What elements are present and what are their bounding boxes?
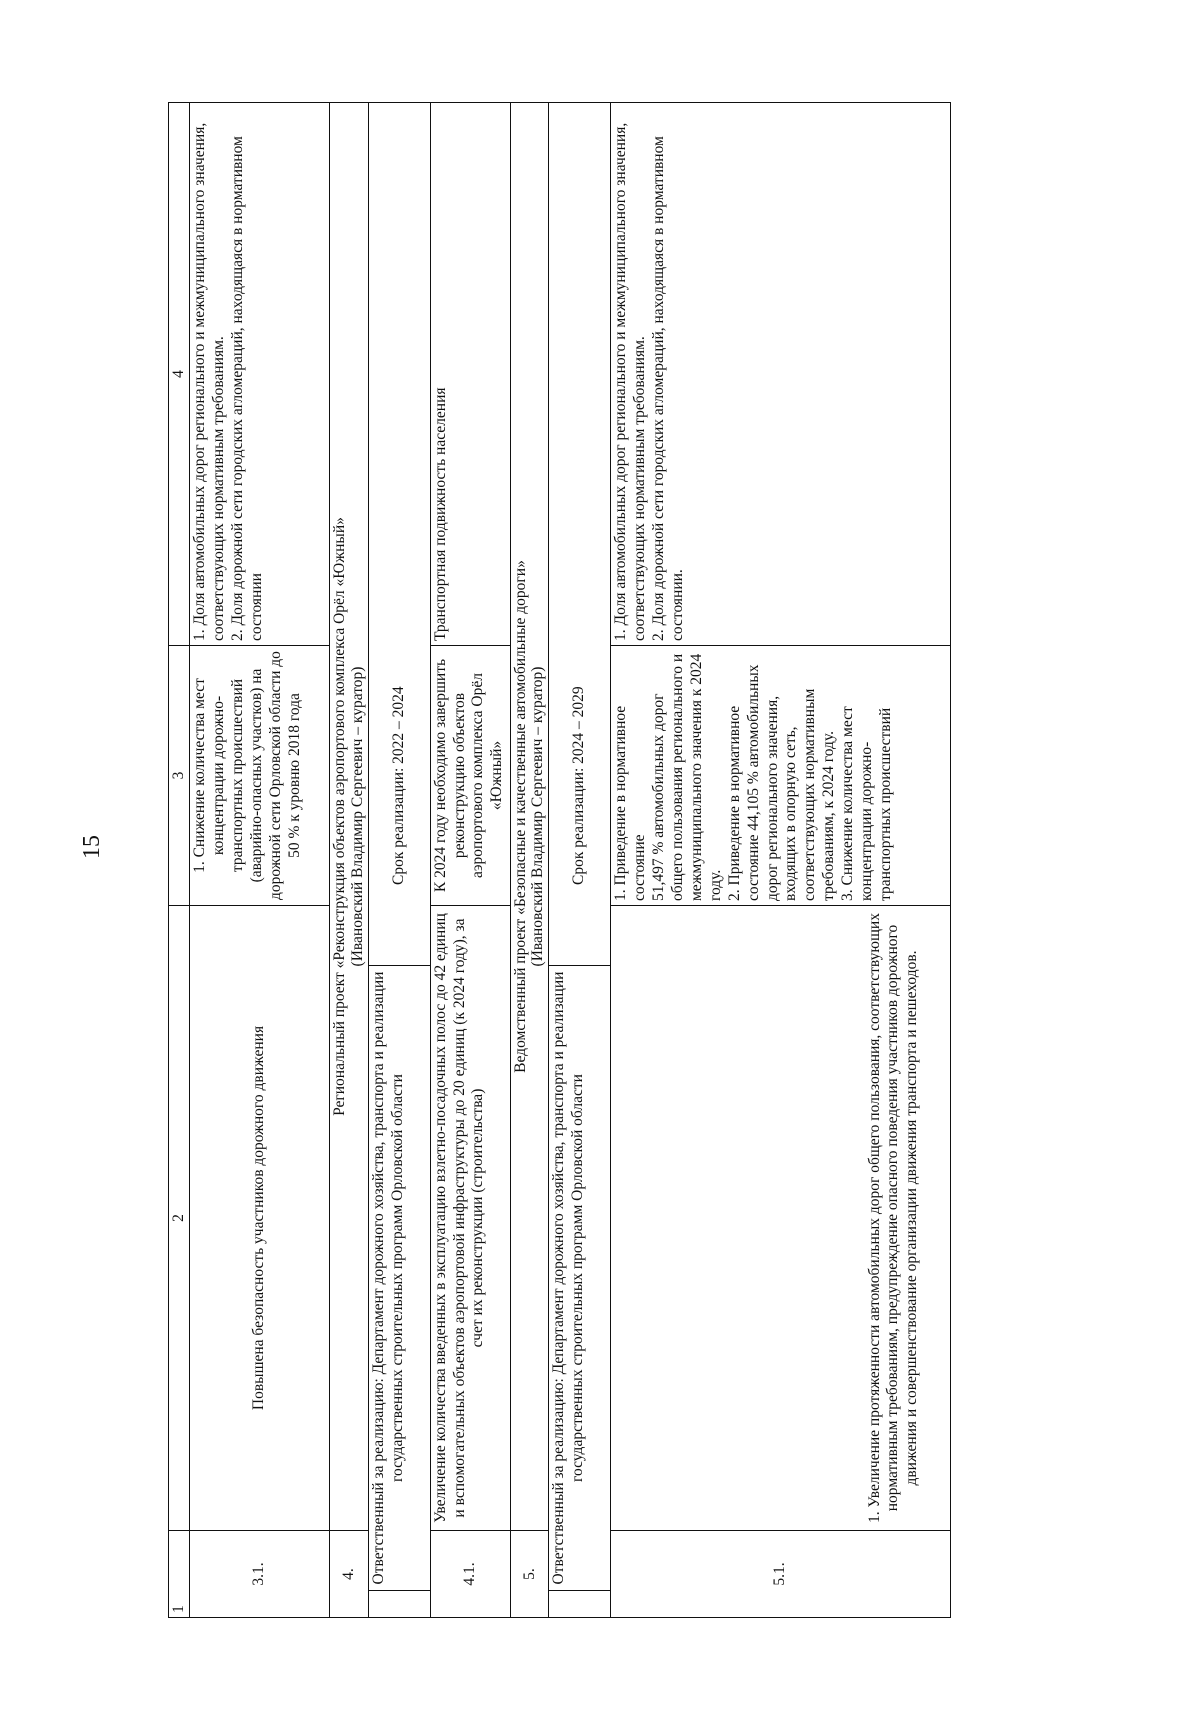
table-row-3-1: [190, 103, 330, 1618]
empty-cell: [368, 1591, 430, 1618]
row-effect: 1. Снижение количества мест концентрации дорожно-транспортных происшествий (аварийно-опасных участков) на дорожной сети Орловской области до 50 % к уровню 2018 года: [190, 646, 330, 906]
section-term: Срок реализации: 2022 – 2024: [368, 103, 430, 966]
empty-cell: [549, 1591, 611, 1618]
section-responsible: Ответственный за реализацию: Департамент дорожного хозяйства, транспорта и реализации государственных строительных программ Орловской области: [549, 966, 611, 1591]
page-number: 15: [79, 835, 105, 859]
header-row: [169, 103, 190, 1618]
header-col-3: 3: [169, 646, 190, 906]
table-row-4-1: [430, 103, 510, 1618]
row-indicators: 1. Доля автомобильных дорог регионального и межмуниципального значения, соответствующих нормативным требованиям. 2. Доля дорожной сети городских агломераций, находящаяся в нормативном состоянии: [190, 103, 330, 646]
row-task: 1. Увеличение протяженности автомобильных дорог общего пользования, соответствующих нормативным требованиям, предупреждение опасного поведения участников дорожного движения и совершенствование организации движения транспорта и пешеходов.: [611, 906, 951, 1531]
section-number: 4.: [330, 1531, 369, 1618]
row-task: Повышена безопасность участников дорожного движения: [190, 906, 330, 1531]
row-number: 3.1.: [190, 1531, 330, 1618]
header-col-4: 4: [169, 103, 190, 646]
row-task: Увеличение количества введенных в эксплуатацию взлетно-посадочных полос до 42 единиц и вспомогательных объектов аэропортовой инфраструктуры до 20 единиц (к 2024 году), за счет их реконструкции (строительства): [430, 906, 510, 1531]
table-row-5-1: [611, 103, 951, 1618]
row-number: 4.1.: [430, 1531, 510, 1618]
row-number: 5.1.: [611, 1531, 951, 1618]
row-effect: 1. Приведение в нормативное состояние 51,497 % автомобильных дорог общего пользования регионального и межмуниципального значения к 2024 году. 2. Приведение в нормативное состояние 44,105 % автомобильных дорог регионального значения, входящих в опорную сеть, соответствующих нормативным требованиям, к 2024 году. 3. Снижение количества мест концентрации дорожно-транспортных происшествий: [611, 646, 951, 906]
row-indicators: 1. Доля автомобильных дорог регионального и межмуниципального значения, соответствующих нормативным требованиям. 2. Доля дорожной сети городских агломераций, находящаяся в нормативном состоянии.: [611, 103, 951, 646]
section-4-title-row: [330, 103, 369, 1618]
row-effect: К 2024 году необходимо завершить реконструкцию объектов аэропортового комплекса Орёл «Южный»: [430, 646, 510, 906]
header-col-2: 2: [169, 906, 190, 1531]
rotated-table-container: [168, 103, 1168, 1618]
section-5-responsible-row: [549, 103, 611, 1618]
section-title: Ведомственный проект «Безопасные и качественные автомобильные дороги» (Ивановский Владимир Сергеевич – куратор): [510, 103, 549, 1531]
section-title: Региональный проект «Реконструкция объектов аэропортового комплекса Орёл «Южный» (Ивановский Владимир Сергеевич – куратор): [330, 103, 369, 1531]
section-5-title-row: [510, 103, 549, 1618]
section-4-responsible-row: [368, 103, 430, 1618]
section-term: Срок реализации: 2024 – 2029: [549, 103, 611, 966]
section-responsible: Ответственный за реализацию: Департамент дорожного хозяйства, транспорта и реализации государственных строительных программ Орловской области: [368, 966, 430, 1591]
row-indicators: Транспортная подвижность населения: [430, 103, 510, 646]
header-col-1: 1: [169, 1531, 190, 1618]
program-table: [168, 102, 951, 1618]
section-number: 5.: [510, 1531, 549, 1618]
